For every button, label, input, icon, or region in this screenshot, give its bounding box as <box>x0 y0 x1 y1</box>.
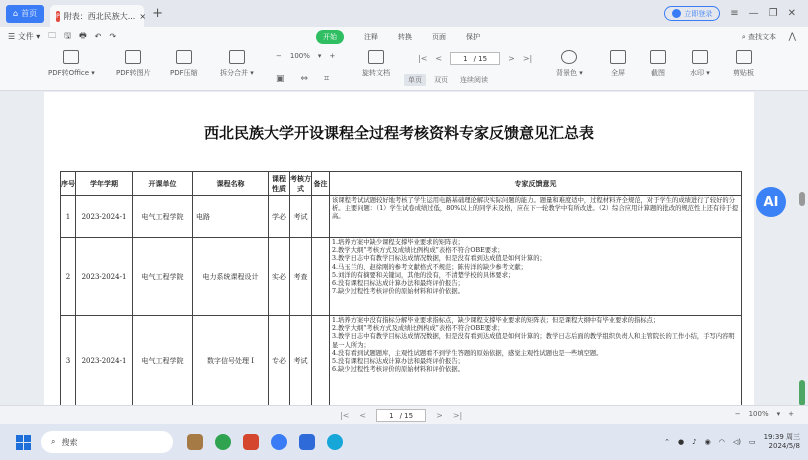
table-row <box>61 316 742 406</box>
find-text-label: 查找文本 <box>748 32 776 41</box>
fit-page-icon[interactable]: ▣ <box>276 74 285 84</box>
document-tab-label: 附表：西北民族大... <box>63 11 136 21</box>
pdf-to-office-icon <box>63 50 79 64</box>
taskbar-search[interactable] <box>41 431 173 453</box>
taskbar <box>0 424 808 460</box>
cell-no: 2 <box>61 238 76 316</box>
clock-time: 19:39 周三 <box>763 433 800 441</box>
status-zoom-out[interactable]: − <box>734 410 741 418</box>
clock-date: 2024/5/8 <box>768 442 800 450</box>
header-unit: 开课单位 <box>133 172 193 196</box>
cell-term: 2023-2024-1 <box>76 316 133 406</box>
feedback-line: 6.缺少过程性考核评价的原始材料和评价依据。 <box>332 366 464 374</box>
collapse-ribbon-icon[interactable]: ⋀ <box>788 31 796 42</box>
feedback-line: 2.教学大纲“考核方式及成绩比例构成”表格不符合OBE要求； <box>332 325 504 333</box>
tray-expand-icon[interactable]: ⌃ <box>664 438 671 446</box>
clipboard-icon <box>736 50 752 64</box>
page-total: / 15 <box>473 54 488 63</box>
table-header-row <box>61 172 742 196</box>
status-zoom-dropdown[interactable]: ▾ <box>776 410 781 418</box>
header-no: 序号 <box>61 172 76 196</box>
edge-icon[interactable] <box>327 434 343 450</box>
cell-feedback <box>330 196 742 238</box>
fullscreen-icon <box>610 50 626 64</box>
title-bar <box>0 0 808 27</box>
cell-unit: 电气工程学院 <box>133 238 193 316</box>
feedback-line: 该课程考试试题较好地考核了学生运用电路基础理论解决实际问题的能力。题量和难度适中，过程材料齐全规范，对于学生的成绩进行了较好的分析。主要问题：（1）学生试卷成绩过低，80%以上的同学未及格，应在下一轮教学中有所改进。（2）综合应用计算题的批改的规范性上还有待于提高。 <box>332 197 739 221</box>
new-tab-button[interactable]: + <box>152 6 163 21</box>
next-page-icon[interactable]: > <box>508 54 515 63</box>
continuous-reading-button[interactable]: 连续阅读 <box>460 76 488 84</box>
screenshot-label: 截图 <box>651 69 665 77</box>
undo-icon[interactable]: ↶ <box>94 32 102 41</box>
feedback-line: 5.刘洋的有摘要和关键词，其他的没有，不清楚学校的具体要求； <box>332 271 515 279</box>
pdf-page <box>44 92 754 405</box>
home-tab[interactable] <box>6 5 44 23</box>
pdf-to-image-icon <box>125 50 141 64</box>
document-tab[interactable] <box>50 5 147 27</box>
feedback-line: 4.没有看到试题题库，主观性试题看不到学生答题的原始依据，感觉主观性试题也是一些填空题。 <box>332 349 603 357</box>
open-icon[interactable]: 🗀 <box>48 30 57 40</box>
scrollbar-thumb[interactable] <box>799 192 805 206</box>
feedback-line: 3.教学日志中有教学目标达成情况数据，但是没有看到达成值是如何计算的；教学日志后面的教学组织负责人和主管院长的工作小结，手写内容明显一人所为； <box>332 333 735 349</box>
status-last-page-icon[interactable]: >| <box>452 411 463 420</box>
pdf-compress-label: PDF压缩 <box>170 69 198 77</box>
fit-controls <box>276 74 329 84</box>
feedback-line: 3.教学日志中有教学目标达成情况数据，但是没有看到达成值是如何计算的； <box>332 255 546 263</box>
rotate-icon <box>368 50 384 64</box>
zoom-in-button[interactable]: + <box>329 52 336 60</box>
cell-course: 数字信号处理 I <box>193 316 269 406</box>
pdf-compress-icon <box>176 50 192 64</box>
minimize-button[interactable]: — <box>748 8 759 19</box>
redo-icon[interactable]: ↷ <box>109 32 117 41</box>
single-page-button[interactable]: 单页 <box>404 74 426 86</box>
close-window-button[interactable]: ✕ <box>787 8 796 19</box>
restore-button[interactable]: ❐ <box>768 8 778 19</box>
double-page-button[interactable]: 双页 <box>434 76 448 84</box>
login-label: 立即登录 <box>684 9 713 18</box>
status-zoom <box>735 410 794 418</box>
header-note: 备注 <box>312 172 330 196</box>
battery-icon[interactable]: ▭ <box>748 438 756 446</box>
cell-term: 2023-2024-1 <box>76 196 133 238</box>
feedback-line: 4.马玉兰的、赵徐刚的参考文献格式不规范；陈传洋的缺少参考文献； <box>332 263 527 271</box>
close-tab-icon[interactable]: × <box>139 11 147 21</box>
pdf-to-office-button[interactable] <box>48 50 95 78</box>
cell-exam: 考试 <box>290 316 312 406</box>
save-icon[interactable]: 🖫 <box>64 30 72 40</box>
feedback-line: 2.教学大纲“考核方式及成绩比例构成”表格不符合OBE要求； <box>332 247 504 255</box>
ai-assistant-button[interactable]: AI <box>756 187 786 217</box>
login-button[interactable] <box>664 6 720 21</box>
zoom-control <box>276 52 335 60</box>
clipboard-button[interactable] <box>733 50 754 78</box>
menu-bar <box>0 27 808 46</box>
pdf-to-office-label: PDF转Office ▾ <box>48 69 95 77</box>
menu-icon[interactable]: ≡ <box>730 8 739 19</box>
system-tray <box>664 424 800 460</box>
home-tab-label: 首页 <box>21 9 38 18</box>
feedback-line: 5.没有课程目标达成计算办法和最终评价报告； <box>332 358 464 366</box>
cell-note <box>312 316 330 406</box>
pdf-to-image-label: PDF转图片 <box>116 69 151 77</box>
cell-no: 3 <box>61 316 76 406</box>
split-merge-icon <box>229 50 245 64</box>
actual-size-icon[interactable]: ⌗ <box>324 74 330 84</box>
pdf-icon: P <box>56 12 60 20</box>
cell-unit: 电气工程学院 <box>133 196 193 238</box>
watermark-label: 水印 ▾ <box>690 69 710 77</box>
background-color-icon <box>561 50 577 64</box>
background-color-button[interactable] <box>556 50 583 78</box>
wifi-icon[interactable]: ◠ <box>718 438 725 446</box>
cell-unit: 电气工程学院 <box>133 316 193 406</box>
page-current: 1 <box>463 54 468 63</box>
watermark-button[interactable] <box>690 50 710 78</box>
tab-page[interactable]: 页面 <box>432 32 446 41</box>
status-bar <box>0 405 808 424</box>
background-color-label: 背景色 ▾ <box>556 69 583 77</box>
cell-course: 电力系统课程设计 <box>193 238 269 316</box>
split-merge-button[interactable] <box>220 50 254 78</box>
cell-note <box>312 196 330 238</box>
screenshot-icon <box>650 50 666 64</box>
widget-icon[interactable] <box>187 434 203 450</box>
microphone-icon[interactable]: ♪ <box>692 438 697 446</box>
cell-note <box>312 238 330 316</box>
cell-nature: 学必 <box>269 196 290 238</box>
zoom-out-button[interactable]: − <box>276 52 282 60</box>
zoom-dropdown-icon[interactable]: ▾ <box>317 52 322 60</box>
status-zoom-value[interactable]: 100% <box>748 410 769 418</box>
cell-exam: 考试 <box>290 196 312 238</box>
user-icon <box>672 9 681 18</box>
header-course: 课程名称 <box>193 172 269 196</box>
fullscreen-label: 全屏 <box>611 69 625 77</box>
print-icon[interactable]: 🖶 <box>79 30 87 40</box>
header-exam: 考核方式 <box>290 172 312 196</box>
header-nature: 课程性质 <box>269 172 290 196</box>
search-icon: ⌕ <box>741 32 748 41</box>
status-prev-page-icon[interactable]: < <box>359 411 367 420</box>
cell-term: 2023-2024-1 <box>76 238 133 316</box>
table-row <box>61 196 742 238</box>
feedback-line: 6.没有课程目标达成计算办法和最终评价报告； <box>332 280 464 288</box>
status-page-input[interactable] <box>376 409 426 422</box>
page-navigator <box>418 52 532 65</box>
table-row <box>61 238 742 316</box>
tray-app-icon[interactable]: ● <box>678 438 685 446</box>
zoom-value[interactable]: 100% <box>289 52 310 60</box>
rotate-button[interactable] <box>362 50 390 78</box>
document-title: 西北民族大学开设课程全过程考核资料专家反馈意见汇总表 <box>203 124 594 142</box>
wps-icon[interactable] <box>243 434 259 450</box>
tab-start[interactable]: 开始 <box>316 30 344 44</box>
file-menu[interactable]: ☰ 文件 ▾ <box>8 32 41 41</box>
feedback-line: 1.培养方案中没有指标分解毕业要求指标点，缺少课程支撑毕业要求的矩阵表；但是课程大纲中有毕业要求的指标点； <box>332 317 660 324</box>
fullscreen-button[interactable] <box>610 50 626 78</box>
document-viewport[interactable] <box>0 92 808 405</box>
cell-exam: 考查 <box>290 238 312 316</box>
prev-page-icon[interactable]: < <box>435 54 443 63</box>
last-page-icon[interactable]: >| <box>522 54 533 63</box>
first-page-icon[interactable]: |< <box>418 54 428 63</box>
home-icon: ⌂ <box>13 9 19 18</box>
cell-nature: 实必 <box>269 238 290 316</box>
cell-feedback <box>330 316 742 406</box>
clipboard-label: 剪贴板 <box>733 69 754 77</box>
tab-protect[interactable]: 保护 <box>466 32 480 41</box>
feedback-line: 1.培养方案中缺少课程支撑毕业要求的矩阵表； <box>332 239 464 246</box>
tab-annotate[interactable]: 注释 <box>364 32 378 41</box>
taskbar-search-label: 搜索 <box>61 437 78 447</box>
watermark-icon <box>692 50 708 64</box>
volume-icon[interactable]: ◁) <box>732 438 741 446</box>
cell-course: 电路 <box>193 196 269 238</box>
status-page-total: / 15 <box>399 411 414 420</box>
tab-convert[interactable]: 转换 <box>398 32 412 41</box>
pdf-to-image-button[interactable] <box>116 50 151 78</box>
file-manager-icon[interactable] <box>299 434 315 450</box>
cell-feedback <box>330 238 742 316</box>
fit-width-icon[interactable]: ⇔ <box>300 74 309 84</box>
feedback-line: 7.缺少过程性考核评价的原始材料和评价依据。 <box>332 288 464 296</box>
chat-app-icon[interactable] <box>271 434 287 450</box>
cell-no: 1 <box>61 196 76 238</box>
clock[interactable] <box>764 433 800 451</box>
status-first-page-icon[interactable]: |< <box>340 411 350 420</box>
page-input[interactable] <box>450 52 500 65</box>
toolbar <box>0 46 808 91</box>
rotate-label: 旋转文档 <box>362 69 390 77</box>
cell-nature: 专必 <box>269 316 290 406</box>
header-feedback: 专家反馈意见 <box>330 172 742 196</box>
split-merge-label: 拆分合并 ▾ <box>220 69 254 77</box>
status-page-navigator <box>340 409 462 422</box>
search-icon: ⌕ <box>51 437 56 446</box>
security-icon[interactable]: ◉ <box>704 438 711 446</box>
status-page-current: 1 <box>389 411 394 420</box>
feedback-table <box>60 171 742 406</box>
find-text-button[interactable] <box>742 32 776 42</box>
status-zoom-in[interactable]: + <box>788 410 794 418</box>
view-modes <box>404 74 492 86</box>
screenshot-button[interactable] <box>650 50 666 78</box>
status-next-page-icon[interactable]: > <box>436 411 443 420</box>
header-term: 学年学期 <box>76 172 133 196</box>
windows-start-icon[interactable] <box>16 435 31 450</box>
browser-icon[interactable] <box>215 434 231 450</box>
pdf-compress-button[interactable] <box>170 50 198 78</box>
side-scroll-indicator[interactable] <box>799 380 805 406</box>
